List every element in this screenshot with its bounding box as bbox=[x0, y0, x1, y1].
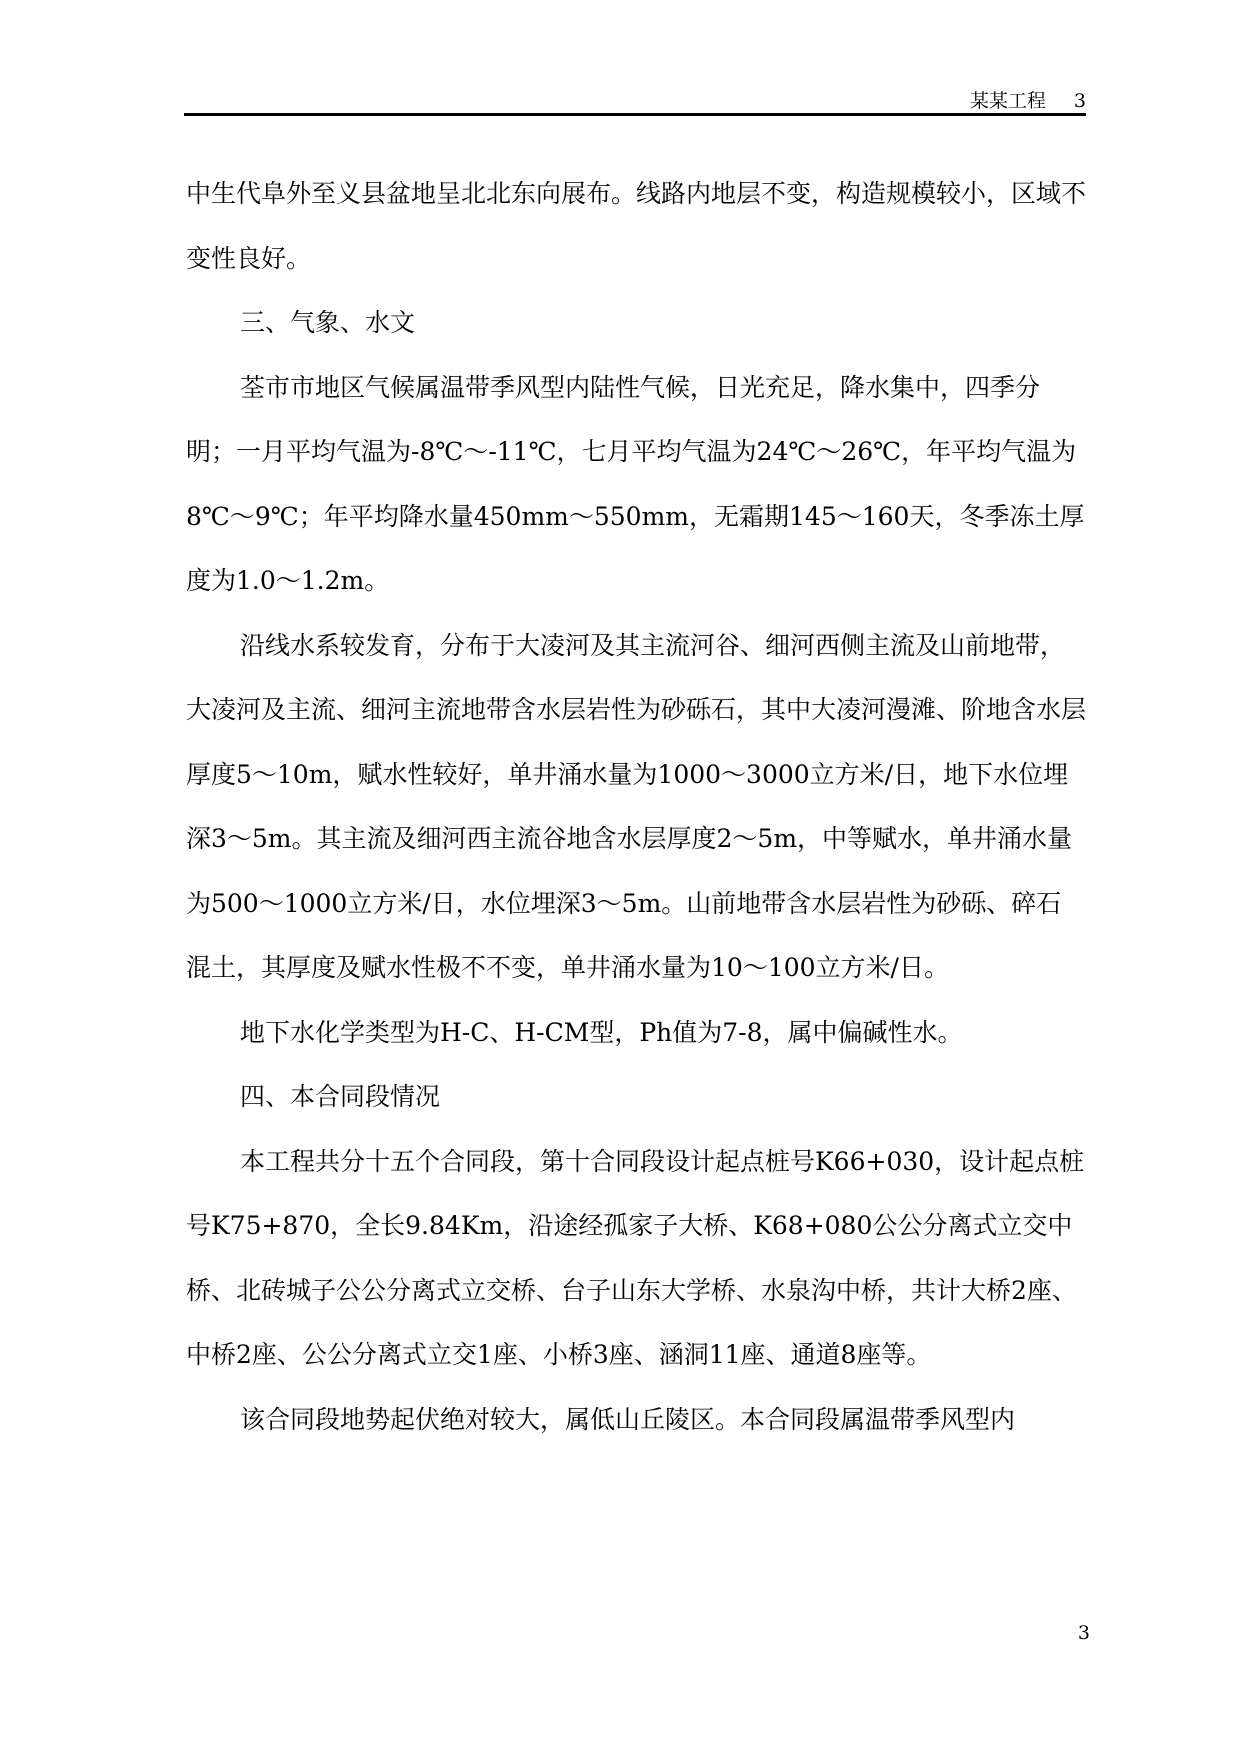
paragraph-geology-end: 中生代阜外至义县盆地呈北北东向展布。线路内地层不变，构造规模较小，区域不变性良好。 bbox=[186, 179, 1087, 273]
header-divider bbox=[184, 113, 1086, 116]
heading-climate-hydrology: 三、气象、水文 bbox=[240, 308, 416, 337]
page-header bbox=[186, 86, 1086, 110]
paragraph-groundwater-chemistry: 地下水化学类型为H-C、H-CM型，Ph值为7-8，属中偏碱性水。 bbox=[240, 1017, 963, 1047]
paragraph-contract-overview: 本工程共分十五个合同段，第十合同段设计起点桩号K66+030，设计起点桩号K75+870，全长9.84Km，沿途经孤家子大桥、K68+080公公分离式立交中桥、北砖城子公公分离式立交桥、台子山东大学桥、水泉沟中桥，共计大桥2座、中桥2座、公公分离式立交1座、小桥3座、涵洞11座、通道8座等。 bbox=[186, 1146, 1085, 1369]
paragraph-climate: 荃市市地区气候属温带季风型内陆性气候，日光充足，降水集中，四季分明；一月平均气温为-8℃～-11℃，七月平均气温为24℃～26℃，年平均气温为8℃～9℃；年平均降水量450mm～550mm，无霜期145～160天，冬季冻土厚度为1.0～1.2m。 bbox=[186, 372, 1085, 595]
document-body bbox=[186, 162, 1086, 1452]
header-title: 某某工程 bbox=[969, 90, 1046, 112]
paragraph-terrain: 该合同段地势起伏绝对较大，属低山丘陵区。本合同段属温带季风型内 bbox=[240, 1404, 1016, 1434]
paragraph-water-system: 沿线水系较发育，分布于大凌河及其主流河谷、细河西侧主流及山前地带，大凌河及主流、细河主流地带含水层岩性为砂砾石，其中大凌河漫滩、阶地含水层厚度5～10m，赋水性较好，单井涌水量为1000～3000立方米/日，地下水位埋深3～5m。其主流及细河西主流谷地含水层厚度2～5m，中等赋水，单井涌水量为500～1000立方米/日，水位埋深3～5m。山前地带含水层岩性为砂砾、碎石混土，其厚度及赋水性极不不变，单井涌水量为10～100立方米/日。 bbox=[186, 630, 1087, 982]
header-page-number: 3 bbox=[1073, 90, 1086, 112]
heading-contract-section: 四、本合同段情况 bbox=[240, 1082, 441, 1111]
footer-page-number: 3 bbox=[1077, 1622, 1090, 1644]
